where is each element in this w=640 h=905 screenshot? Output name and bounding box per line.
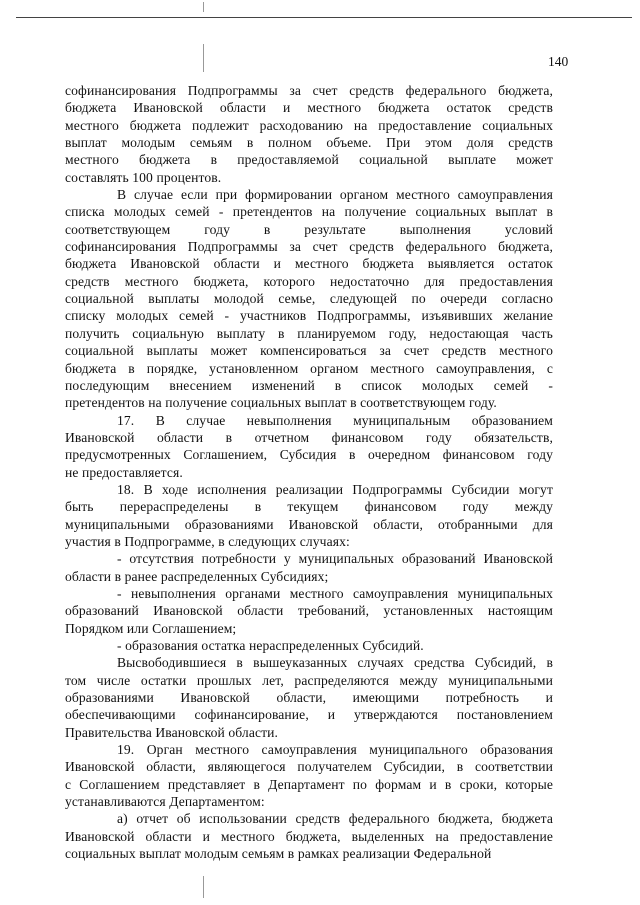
document-body	[65, 82, 553, 862]
text-line: образованиями Ивановской области, имеющими потребность и	[65, 690, 553, 706]
paragraph	[65, 637, 553, 654]
scan-punch-mark-top	[203, 2, 204, 12]
page-number: 140	[548, 54, 569, 69]
text-line: списка молодых семей - претендентов на получение социальных выплат в	[65, 204, 553, 220]
text-line: обеспечивающими софинансирование, и утверждаются постановлением	[65, 707, 553, 723]
text-line: не предоставляется.	[65, 464, 183, 480]
text-line: местного бюджета подлежит расходованию на предоставление социальных	[65, 117, 553, 133]
text-line: претендентов на получение социальных выплат в соответствующем году.	[65, 395, 497, 411]
text-line: бюджета в порядке, установленном органом местного самоуправления, с	[65, 360, 553, 376]
paragraph	[65, 481, 553, 550]
text-line: В случае если при формировании органом местного самоуправления	[117, 187, 553, 203]
text-line: бюджета Ивановской области и местного бюджета выявляется остаток	[65, 256, 553, 272]
paragraph	[65, 412, 553, 481]
text-line: предусмотренных Соглашением, Субсидия в очередном финансовом году	[65, 447, 553, 463]
text-line: Ивановской области в отчетном финансовом году обязательств,	[65, 429, 553, 445]
text-line: области в ранее распределенных Субсидиях;	[65, 568, 329, 584]
text-line: 18. В ходе исполнения реализации Подпрограммы Субсидии могут	[117, 481, 553, 497]
text-line: 17. В случае невыполнения муниципальным образованием	[117, 412, 553, 428]
text-line: софинансирования Подпрограммы за счет средств федерального бюджета,	[65, 83, 553, 98]
text-line: - отсутствия потребности у муниципальных образований Ивановской	[117, 551, 553, 567]
text-line: устанавливаются Департаментом:	[65, 794, 265, 810]
paragraph	[65, 585, 553, 637]
text-line: а) отчет об использовании средств федерального бюджета, бюджета	[117, 811, 553, 827]
paragraph	[65, 550, 553, 585]
text-line: Ивановской области и местного бюджета, выделенных на предоставление	[65, 828, 553, 844]
text-line: социальной выплаты может компенсироваться за счет средств местного	[65, 343, 553, 359]
scan-punch-mark-lower	[203, 876, 204, 898]
text-line: средств местного бюджета, которого недостаточно для предоставления	[65, 273, 553, 289]
text-line: Высвободившиеся в вышеуказанных случаях средства Субсидий, в	[117, 655, 553, 671]
text-line: том числе остатки прошлых лет, распределяются между муниципальными	[65, 672, 553, 688]
text-line: Правительства Ивановской области.	[65, 724, 278, 740]
paragraph	[65, 186, 553, 411]
scan-top-border-line	[16, 17, 632, 18]
text-line: быть перераспределены в текущем финансовом году между	[65, 499, 553, 515]
paragraph	[65, 810, 553, 862]
paragraph	[65, 741, 553, 810]
text-line: образований Ивановской области требований, установленных настоящим	[65, 603, 553, 619]
text-line: софинансирования Подпрограммы за счет средств федерального бюджета,	[65, 239, 553, 255]
text-line: списку молодых семей - участников Подпрограммы, изъявивших желание	[65, 308, 553, 324]
text-line: соответствующем году в результате выполнения условий	[65, 221, 553, 237]
text-line: Ивановской области, являющегося получателем Субсидии, в соответствии	[65, 759, 553, 775]
text-line: составлять 100 процентов.	[65, 169, 222, 185]
text-line: получить социальную выплату в планируемом году, недостающая часть	[65, 325, 553, 341]
text-line: - образования остатка нераспределенных Субсидий.	[117, 638, 424, 653]
text-line: муниципальными образованиями Ивановской области, отобранными для	[65, 516, 553, 532]
paragraph	[65, 82, 553, 186]
text-line: выплат молодым семьям в полном объеме. При этом доля средств	[65, 135, 553, 151]
text-line: 19. Орган местного самоуправления муниципального образования	[117, 742, 553, 758]
text-line: участия в Подпрограмме, в следующих случаях:	[65, 533, 350, 549]
text-line: - невыполнения органами местного самоуправления муниципальных	[117, 585, 553, 601]
text-line: последующим внесением изменений в список молодых семей -	[65, 377, 553, 393]
scan-punch-mark-upper	[203, 44, 204, 72]
text-line: Порядком или Соглашением;	[65, 620, 237, 636]
text-line: социальных выплат молодым семьям в рамках реализации Федеральной	[65, 846, 492, 862]
text-line: социальной выплаты молодой семье, следующей по очереди согласно	[65, 291, 553, 307]
text-line: местного бюджета в предоставляемой социальной выплате может	[65, 152, 553, 168]
text-line: бюджета Ивановской области и местного бюджета остаток средств	[65, 100, 553, 116]
text-line: с Соглашением представляет в Департамент по формам и в сроки, которые	[65, 776, 553, 792]
paragraph	[65, 654, 553, 741]
